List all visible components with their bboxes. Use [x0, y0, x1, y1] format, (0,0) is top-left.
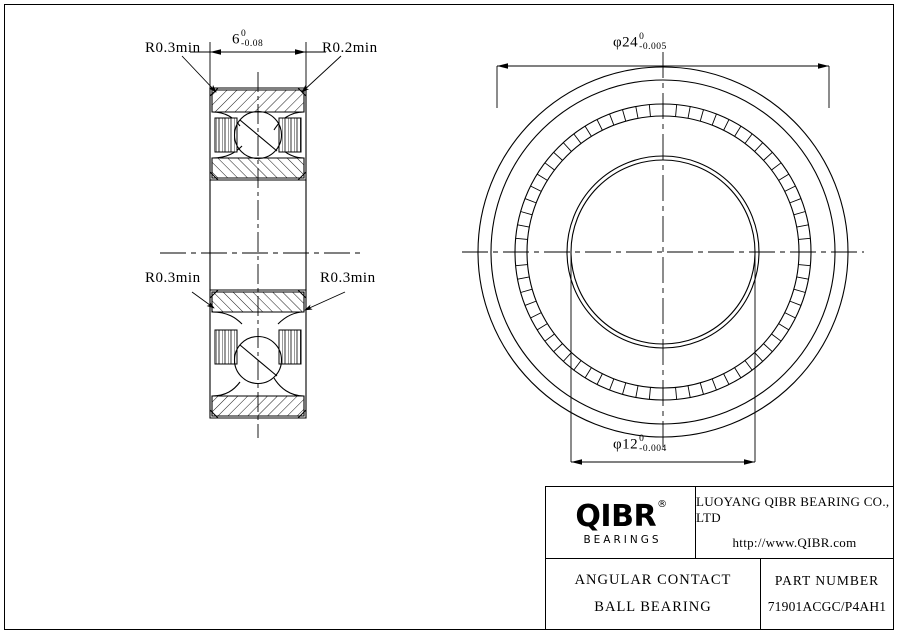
registered-trademark-icon: ®: [657, 498, 667, 510]
product-description: [546, 559, 761, 629]
radius-callout-2: R0.2min: [322, 40, 378, 56]
od-upper-tol: 0: [639, 32, 645, 42]
title-block: [545, 486, 894, 630]
bore-lower-tol: -0.004: [639, 444, 667, 455]
bore-symbol: φ: [613, 436, 623, 453]
logo-text: QIBR: [575, 498, 657, 534]
width-lower-tol: -0.08: [241, 39, 264, 50]
product-description-line2: BALL BEARING: [594, 599, 712, 615]
od-symbol: φ: [613, 34, 623, 51]
logo-subtitle: BEARINGS: [583, 533, 662, 546]
radius-callout-4: R0.3min: [320, 270, 376, 286]
front-centerlines: [462, 52, 864, 455]
bore-dimension-text: [613, 435, 667, 456]
width-upper-tol: 0: [241, 29, 247, 39]
company-website[interactable]: http://www.QIBR.com: [732, 535, 857, 550]
company-name: LUOYANG QIBR BEARING CO., LTD: [696, 494, 890, 525]
od-nominal: 24: [622, 34, 639, 51]
radius-callout-1: R0.3min: [145, 40, 201, 56]
product-description-line1: ANGULAR CONTACT: [574, 572, 732, 588]
od-dimension-text: [613, 33, 667, 54]
logo-wordmark: [575, 498, 667, 534]
company-logo: [546, 487, 696, 558]
title-block-top: [546, 487, 893, 559]
bore-nominal: 12: [622, 436, 639, 453]
part-number-label: PART NUMBER: [774, 573, 880, 588]
width-nominal: 6: [232, 31, 240, 48]
title-block-bottom: [546, 559, 893, 629]
part-number-value: 71901ACGC/P4AH1: [767, 599, 887, 614]
part-number-block: [761, 559, 893, 629]
od-lower-tol: -0.005: [639, 42, 667, 53]
width-dimension-text: [232, 30, 263, 51]
radius-callout-3: R0.3min: [145, 270, 201, 286]
company-info: [696, 487, 893, 558]
bore-upper-tol: 0: [639, 434, 645, 444]
